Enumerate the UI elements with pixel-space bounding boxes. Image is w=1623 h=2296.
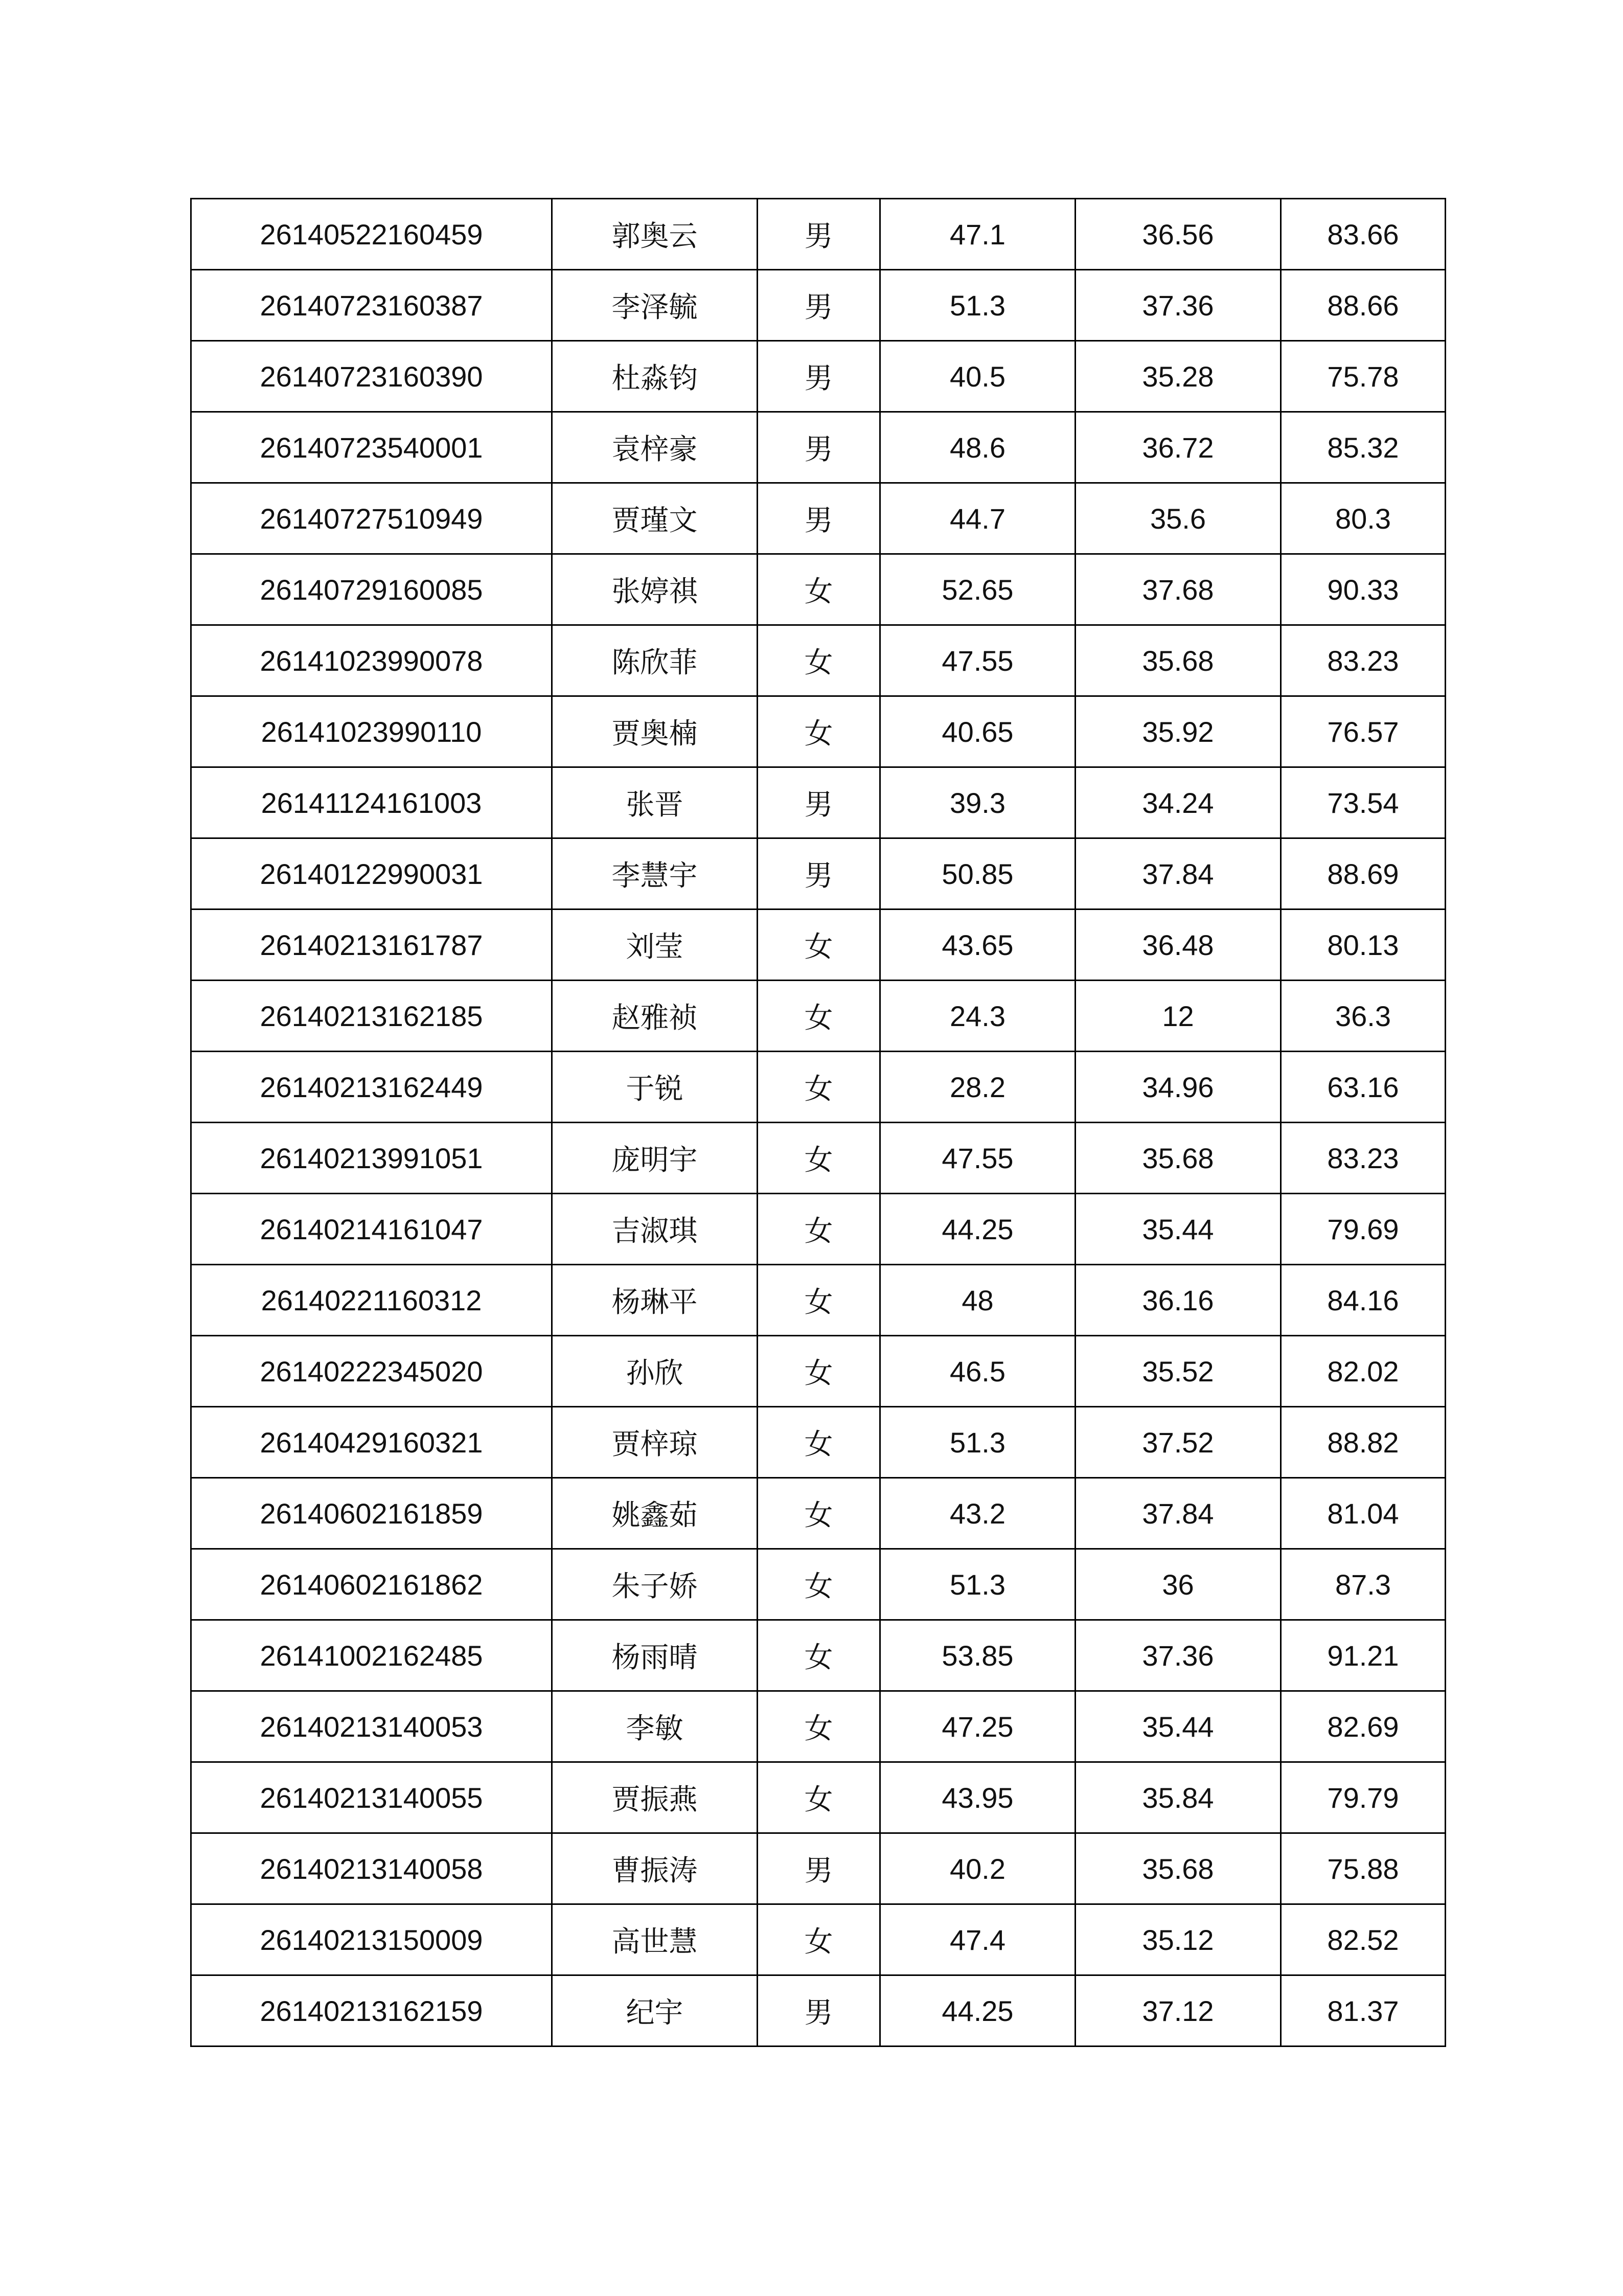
gender-cell: 男 — [758, 1833, 880, 1904]
score-1-cell: 51.3 — [880, 270, 1076, 341]
candidate-name-cell: 杨雨晴 — [552, 1620, 758, 1691]
score-1-cell: 48.6 — [880, 412, 1076, 483]
gender-cell: 女 — [758, 1904, 880, 1975]
total-score-cell: 76.57 — [1281, 696, 1446, 767]
candidate-id-cell: 26141124161003 — [191, 767, 552, 838]
total-score-cell: 90.33 — [1281, 554, 1446, 625]
gender-cell: 女 — [758, 1123, 880, 1194]
score-2-cell: 12 — [1076, 981, 1281, 1052]
candidate-id-cell: 26140214161047 — [191, 1194, 552, 1265]
candidate-name-cell: 杜淼钧 — [552, 341, 758, 412]
gender-cell: 女 — [758, 1762, 880, 1833]
score-2-cell: 37.52 — [1076, 1407, 1281, 1478]
score-2-cell: 36.72 — [1076, 412, 1281, 483]
gender-cell: 女 — [758, 696, 880, 767]
candidate-id-cell: 26140602161862 — [191, 1549, 552, 1620]
total-score-cell: 83.23 — [1281, 1123, 1446, 1194]
gender-cell: 男 — [758, 1975, 880, 2047]
candidate-id-cell: 26140213140055 — [191, 1762, 552, 1833]
candidate-id-cell: 26140213991051 — [191, 1123, 552, 1194]
total-score-cell: 83.66 — [1281, 199, 1446, 270]
score-1-cell: 51.3 — [880, 1407, 1076, 1478]
score-2-cell: 35.68 — [1076, 625, 1281, 696]
table-row — [191, 1123, 1446, 1194]
table-row — [191, 1833, 1446, 1904]
score-2-cell: 36.16 — [1076, 1265, 1281, 1336]
candidate-id-cell: 26140122990031 — [191, 838, 552, 910]
total-score-cell: 81.37 — [1281, 1975, 1446, 2047]
score-2-cell: 35.68 — [1076, 1833, 1281, 1904]
score-2-cell: 35.84 — [1076, 1762, 1281, 1833]
table-row — [191, 1762, 1446, 1833]
total-score-cell: 75.78 — [1281, 341, 1446, 412]
score-2-cell: 35.52 — [1076, 1336, 1281, 1407]
gender-cell: 女 — [758, 1407, 880, 1478]
score-2-cell: 34.96 — [1076, 1052, 1281, 1123]
candidate-name-cell: 李敏 — [552, 1691, 758, 1762]
candidate-id-cell: 26140222345020 — [191, 1336, 552, 1407]
gender-cell: 男 — [758, 341, 880, 412]
candidate-name-cell: 贾振燕 — [552, 1762, 758, 1833]
table-row — [191, 1620, 1446, 1691]
score-2-cell: 37.84 — [1076, 838, 1281, 910]
candidate-name-cell: 袁梓豪 — [552, 412, 758, 483]
gender-cell: 男 — [758, 483, 880, 554]
score-2-cell: 35.44 — [1076, 1691, 1281, 1762]
gender-cell: 女 — [758, 1052, 880, 1123]
candidate-name-cell: 贾梓琼 — [552, 1407, 758, 1478]
table-row — [191, 696, 1446, 767]
candidate-name-cell: 李慧宇 — [552, 838, 758, 910]
candidate-id-cell: 26141002162485 — [191, 1620, 552, 1691]
candidate-name-cell: 孙欣 — [552, 1336, 758, 1407]
candidate-name-cell: 姚鑫茹 — [552, 1478, 758, 1549]
candidate-id-cell: 26140522160459 — [191, 199, 552, 270]
score-1-cell: 40.65 — [880, 696, 1076, 767]
score-2-cell: 35.12 — [1076, 1904, 1281, 1975]
candidate-name-cell: 李泽毓 — [552, 270, 758, 341]
total-score-cell: 36.3 — [1281, 981, 1446, 1052]
gender-cell: 女 — [758, 1194, 880, 1265]
table-row — [191, 1407, 1446, 1478]
candidate-id-cell: 26140602161859 — [191, 1478, 552, 1549]
score-1-cell: 44.25 — [880, 1975, 1076, 2047]
table-row — [191, 981, 1446, 1052]
candidate-id-cell: 26140429160321 — [191, 1407, 552, 1478]
candidate-name-cell: 陈欣菲 — [552, 625, 758, 696]
table-row — [191, 341, 1446, 412]
candidate-name-cell: 于锐 — [552, 1052, 758, 1123]
candidate-id-cell: 26140727510949 — [191, 483, 552, 554]
score-2-cell: 34.24 — [1076, 767, 1281, 838]
table-row — [191, 270, 1446, 341]
candidate-id-cell: 26141023990110 — [191, 696, 552, 767]
gender-cell: 女 — [758, 1478, 880, 1549]
score-1-cell: 43.2 — [880, 1478, 1076, 1549]
candidate-name-cell: 朱子娇 — [552, 1549, 758, 1620]
table-row — [191, 1265, 1446, 1336]
table-row — [191, 1052, 1446, 1123]
total-score-cell: 79.79 — [1281, 1762, 1446, 1833]
table-row — [191, 1691, 1446, 1762]
table-row — [191, 1478, 1446, 1549]
candidate-id-cell: 26140213162159 — [191, 1975, 552, 2047]
score-2-cell: 36.48 — [1076, 910, 1281, 981]
candidate-id-cell: 26140213162185 — [191, 981, 552, 1052]
gender-cell: 女 — [758, 910, 880, 981]
gender-cell: 女 — [758, 554, 880, 625]
gender-cell: 女 — [758, 1620, 880, 1691]
total-score-cell: 75.88 — [1281, 1833, 1446, 1904]
total-score-cell: 63.16 — [1281, 1052, 1446, 1123]
score-1-cell: 52.65 — [880, 554, 1076, 625]
candidate-id-cell: 26140213161787 — [191, 910, 552, 981]
candidate-id-cell: 26140213140053 — [191, 1691, 552, 1762]
table-row — [191, 767, 1446, 838]
candidate-name-cell: 庞明宇 — [552, 1123, 758, 1194]
candidate-name-cell: 吉淑琪 — [552, 1194, 758, 1265]
score-1-cell: 44.7 — [880, 483, 1076, 554]
candidate-name-cell: 刘莹 — [552, 910, 758, 981]
score-table — [190, 198, 1446, 2047]
total-score-cell: 84.16 — [1281, 1265, 1446, 1336]
candidate-name-cell: 纪宇 — [552, 1975, 758, 2047]
gender-cell: 男 — [758, 270, 880, 341]
score-2-cell: 36.56 — [1076, 199, 1281, 270]
score-1-cell: 43.95 — [880, 1762, 1076, 1833]
candidate-id-cell: 26140213162449 — [191, 1052, 552, 1123]
score-2-cell: 37.84 — [1076, 1478, 1281, 1549]
total-score-cell: 80.3 — [1281, 483, 1446, 554]
score-2-cell: 35.44 — [1076, 1194, 1281, 1265]
candidate-name-cell: 贾瑾文 — [552, 483, 758, 554]
gender-cell: 女 — [758, 1691, 880, 1762]
score-1-cell: 47.1 — [880, 199, 1076, 270]
table-row — [191, 199, 1446, 270]
candidate-name-cell: 杨琳平 — [552, 1265, 758, 1336]
candidate-name-cell: 张婷祺 — [552, 554, 758, 625]
total-score-cell: 81.04 — [1281, 1478, 1446, 1549]
score-1-cell: 48 — [880, 1265, 1076, 1336]
candidate-id-cell: 26140213150009 — [191, 1904, 552, 1975]
table-row — [191, 483, 1446, 554]
score-1-cell: 44.25 — [880, 1194, 1076, 1265]
table-row — [191, 1336, 1446, 1407]
score-1-cell: 39.3 — [880, 767, 1076, 838]
score-1-cell: 40.2 — [880, 1833, 1076, 1904]
score-1-cell: 43.65 — [880, 910, 1076, 981]
score-1-cell: 50.85 — [880, 838, 1076, 910]
gender-cell: 男 — [758, 412, 880, 483]
candidate-id-cell: 26140723160390 — [191, 341, 552, 412]
table-row — [191, 910, 1446, 981]
total-score-cell: 83.23 — [1281, 625, 1446, 696]
total-score-cell: 82.02 — [1281, 1336, 1446, 1407]
score-1-cell: 51.3 — [880, 1549, 1076, 1620]
candidate-name-cell: 曹振涛 — [552, 1833, 758, 1904]
score-2-cell: 35.92 — [1076, 696, 1281, 767]
candidate-id-cell: 26140213140058 — [191, 1833, 552, 1904]
table-row — [191, 554, 1446, 625]
score-2-cell: 37.68 — [1076, 554, 1281, 625]
total-score-cell: 88.82 — [1281, 1407, 1446, 1478]
score-1-cell: 47.55 — [880, 625, 1076, 696]
candidate-name-cell: 张晋 — [552, 767, 758, 838]
gender-cell: 女 — [758, 625, 880, 696]
score-1-cell: 47.55 — [880, 1123, 1076, 1194]
score-1-cell: 24.3 — [880, 981, 1076, 1052]
score-2-cell: 37.36 — [1076, 1620, 1281, 1691]
score-1-cell: 47.4 — [880, 1904, 1076, 1975]
table-row — [191, 1549, 1446, 1620]
table-row — [191, 1975, 1446, 2047]
score-1-cell: 46.5 — [880, 1336, 1076, 1407]
total-score-cell: 79.69 — [1281, 1194, 1446, 1265]
total-score-cell: 80.13 — [1281, 910, 1446, 981]
table-row — [191, 625, 1446, 696]
gender-cell: 女 — [758, 1549, 880, 1620]
score-2-cell: 35.68 — [1076, 1123, 1281, 1194]
candidate-name-cell: 贾奥楠 — [552, 696, 758, 767]
table-row — [191, 838, 1446, 910]
score-2-cell: 35.6 — [1076, 483, 1281, 554]
total-score-cell: 88.69 — [1281, 838, 1446, 910]
score-1-cell: 28.2 — [880, 1052, 1076, 1123]
gender-cell: 女 — [758, 1336, 880, 1407]
score-1-cell: 47.25 — [880, 1691, 1076, 1762]
gender-cell: 男 — [758, 838, 880, 910]
score-2-cell: 37.12 — [1076, 1975, 1281, 2047]
gender-cell: 男 — [758, 199, 880, 270]
candidate-name-cell: 郭奥云 — [552, 199, 758, 270]
candidate-id-cell: 26140723160387 — [191, 270, 552, 341]
score-2-cell: 35.28 — [1076, 341, 1281, 412]
total-score-cell: 87.3 — [1281, 1549, 1446, 1620]
candidate-id-cell: 26141023990078 — [191, 625, 552, 696]
gender-cell: 女 — [758, 1265, 880, 1336]
gender-cell: 女 — [758, 981, 880, 1052]
total-score-cell: 73.54 — [1281, 767, 1446, 838]
table-row — [191, 412, 1446, 483]
gender-cell: 男 — [758, 767, 880, 838]
total-score-cell: 82.52 — [1281, 1904, 1446, 1975]
score-2-cell: 37.36 — [1076, 270, 1281, 341]
candidate-id-cell: 26140221160312 — [191, 1265, 552, 1336]
total-score-cell: 82.69 — [1281, 1691, 1446, 1762]
table-row — [191, 1194, 1446, 1265]
score-1-cell: 53.85 — [880, 1620, 1076, 1691]
total-score-cell: 91.21 — [1281, 1620, 1446, 1691]
total-score-cell: 88.66 — [1281, 270, 1446, 341]
score-2-cell: 36 — [1076, 1549, 1281, 1620]
candidate-id-cell: 26140723540001 — [191, 412, 552, 483]
candidate-id-cell: 26140729160085 — [191, 554, 552, 625]
table-row — [191, 1904, 1446, 1975]
score-1-cell: 40.5 — [880, 341, 1076, 412]
total-score-cell: 85.32 — [1281, 412, 1446, 483]
candidate-name-cell: 高世慧 — [552, 1904, 758, 1975]
score-table-body — [191, 199, 1446, 2047]
candidate-name-cell: 赵雅祯 — [552, 981, 758, 1052]
